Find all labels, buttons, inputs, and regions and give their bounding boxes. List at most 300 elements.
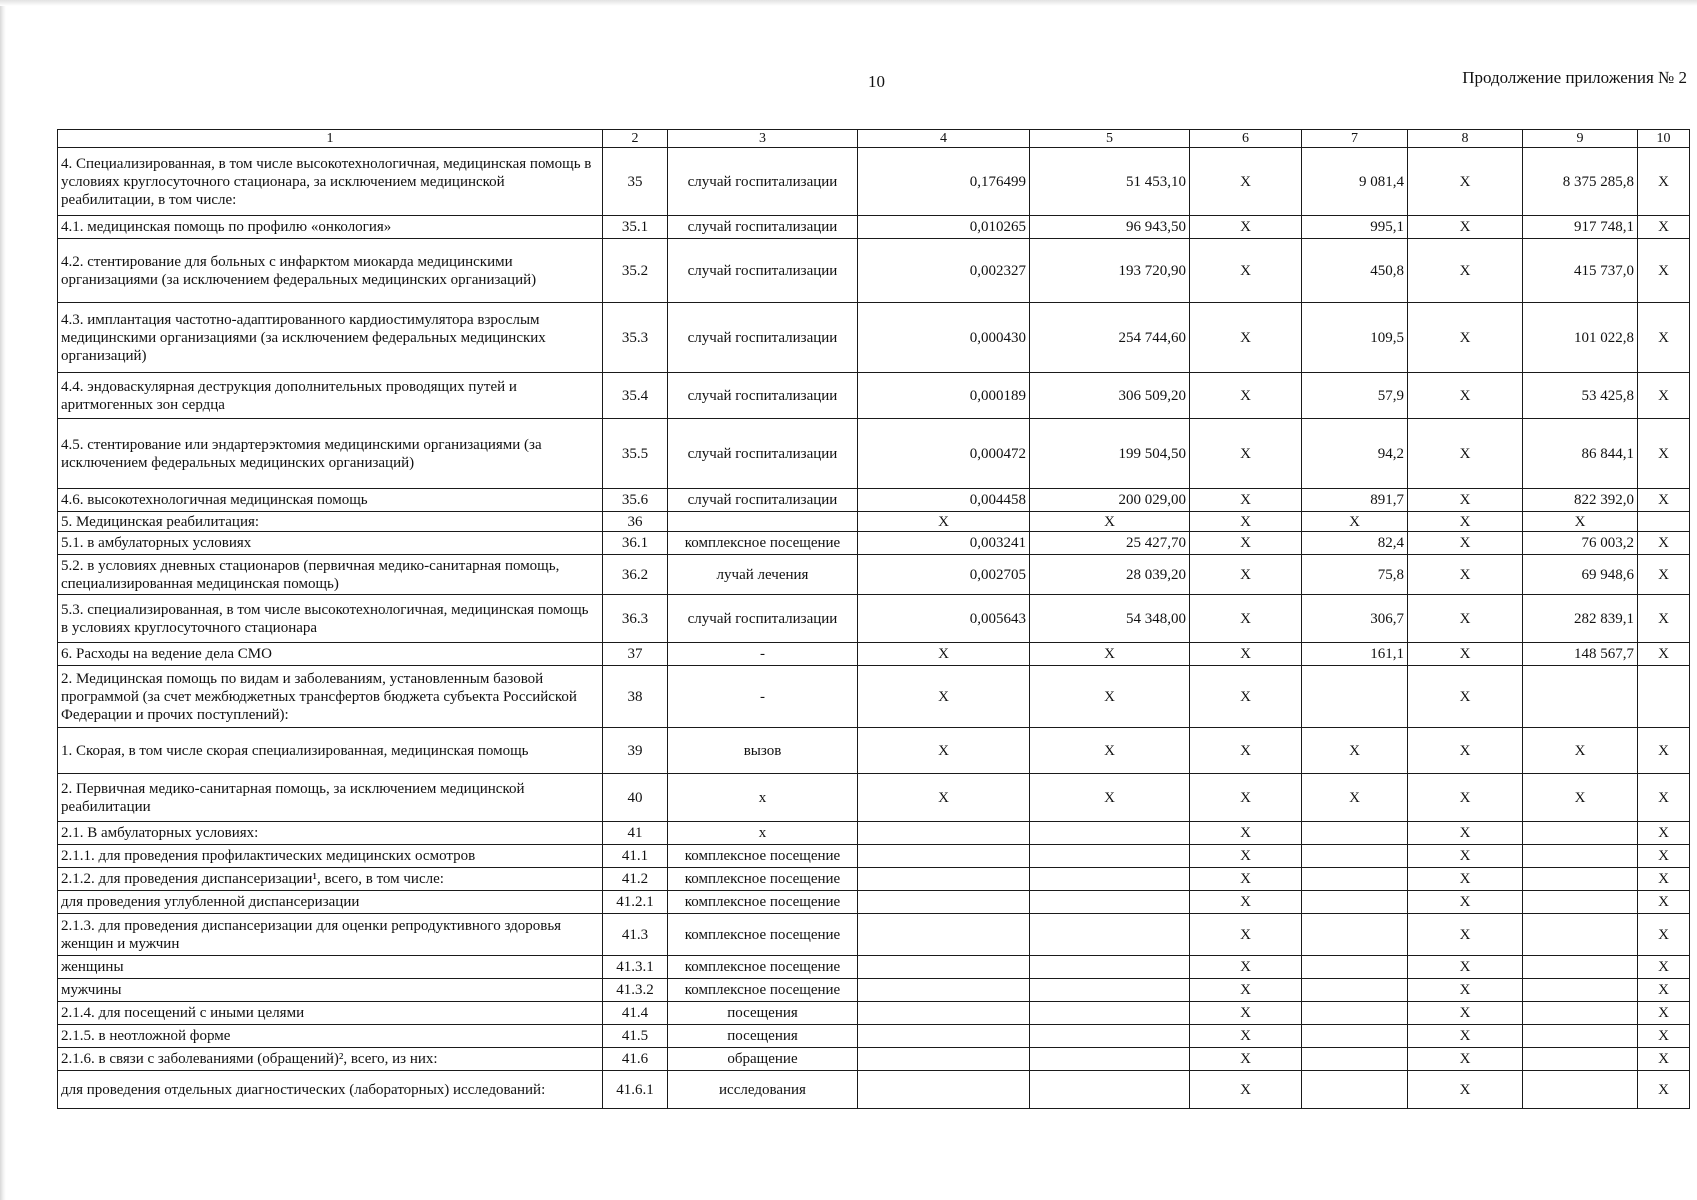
col7-cell: 94,2 (1302, 419, 1408, 489)
row-label-cell: 2.1. В амбулаторных условиях: (58, 822, 603, 845)
table-row (58, 555, 1690, 595)
table-row (58, 532, 1690, 555)
cost-cell (1030, 979, 1190, 1002)
col8-cell: X (1408, 216, 1523, 239)
col10-cell: X (1638, 595, 1690, 643)
col6-cell: X (1190, 728, 1302, 774)
col10-cell (1638, 666, 1690, 728)
table-row (58, 822, 1690, 845)
col6-cell: X (1190, 891, 1302, 914)
col6-cell: X (1190, 1002, 1302, 1025)
col10-cell: X (1638, 419, 1690, 489)
cost-cell: 306 509,20 (1030, 373, 1190, 419)
row-label-cell: 1. Скорая, в том числе скорая специализированная, медицинская помощь (58, 728, 603, 774)
row-code-cell: 36.3 (603, 595, 668, 643)
cost-cell: 200 029,00 (1030, 489, 1190, 512)
cost-cell: 25 427,70 (1030, 532, 1190, 555)
row-label-cell: 4.5. стентирование или эндартерэктомия медицинскими организациями (за исключением федеральных медицинских организаций) (58, 419, 603, 489)
col8-cell: X (1408, 822, 1523, 845)
cost-cell (1030, 868, 1190, 891)
cost-cell: X (1030, 643, 1190, 666)
column-number-cell: 4 (858, 130, 1030, 148)
unit-cell: исследования (668, 1071, 858, 1109)
row-code-cell: 41.5 (603, 1025, 668, 1048)
row-code-cell: 35.3 (603, 303, 668, 373)
row-code-cell: 40 (603, 774, 668, 822)
col7-cell: X (1302, 774, 1408, 822)
table-row (58, 419, 1690, 489)
norm-cell (858, 822, 1030, 845)
col7-cell: 891,7 (1302, 489, 1408, 512)
col9-cell (1523, 822, 1638, 845)
col10-cell: X (1638, 845, 1690, 868)
norm-cell (858, 956, 1030, 979)
row-label-cell: 2. Медицинская помощь по видам и заболеваниям, установленным базовой программой (за счет межбюджетных трансфертов бюджета субъекта Российской Федерации и прочих поступлений): (58, 666, 603, 728)
row-code-cell: 35.2 (603, 239, 668, 303)
row-code-cell: 41.4 (603, 1002, 668, 1025)
col10-cell: X (1638, 239, 1690, 303)
row-label-cell: 4. Специализированная, в том числе высокотехнологичная, медицинская помощь в условиях круглосуточного стационара, за исключением медицинской реабилитации, в том числе: (58, 148, 603, 216)
table-row (58, 216, 1690, 239)
unit-cell: случай госпитализации (668, 239, 858, 303)
table-row (58, 373, 1690, 419)
unit-cell: комплексное посещение (668, 891, 858, 914)
col9-cell: 822 392,0 (1523, 489, 1638, 512)
col9-cell (1523, 1002, 1638, 1025)
table-row (58, 845, 1690, 868)
col7-cell: X (1302, 728, 1408, 774)
unit-cell: комплексное посещение (668, 868, 858, 891)
cost-cell: 96 943,50 (1030, 216, 1190, 239)
unit-cell: комплексное посещение (668, 914, 858, 956)
col8-cell: X (1408, 1048, 1523, 1071)
unit-cell: случай госпитализации (668, 489, 858, 512)
row-label-cell: женщины (58, 956, 603, 979)
row-code-cell: 41.3 (603, 914, 668, 956)
col6-cell: X (1190, 532, 1302, 555)
table-row (58, 303, 1690, 373)
norm-cell (858, 1071, 1030, 1109)
scan-border-top (0, 0, 1697, 6)
cost-cell: X (1030, 728, 1190, 774)
col7-cell (1302, 891, 1408, 914)
col8-cell: X (1408, 555, 1523, 595)
col6-cell: X (1190, 822, 1302, 845)
col6-cell: X (1190, 914, 1302, 956)
row-label-cell: 5.3. специализированная, в том числе высокотехнологичная, медицинская помощь в условиях круглосуточного стационара (58, 595, 603, 643)
cost-cell (1030, 1071, 1190, 1109)
cost-cell: X (1030, 666, 1190, 728)
cost-cell (1030, 891, 1190, 914)
norm-cell: 0,176499 (858, 148, 1030, 216)
col7-cell: 75,8 (1302, 555, 1408, 595)
data-table (57, 129, 1690, 1109)
col9-cell (1523, 914, 1638, 956)
appendix-continuation-label: Продолжение приложения № 2 (1462, 68, 1687, 87)
unit-cell: случай госпитализации (668, 303, 858, 373)
col6-cell: X (1190, 148, 1302, 216)
unit-cell: комплексное посещение (668, 956, 858, 979)
col9-cell: 917 748,1 (1523, 216, 1638, 239)
cost-cell (1030, 1048, 1190, 1071)
unit-cell: x (668, 822, 858, 845)
column-number-row (58, 130, 1690, 148)
col9-cell: 415 737,0 (1523, 239, 1638, 303)
cost-cell: X (1030, 512, 1190, 532)
col6-cell: X (1190, 1071, 1302, 1109)
row-code-cell: 36.1 (603, 532, 668, 555)
col10-cell: X (1638, 555, 1690, 595)
col8-cell: X (1408, 914, 1523, 956)
row-label-cell: 5.1. в амбулаторных условиях (58, 532, 603, 555)
table-row (58, 1025, 1690, 1048)
col7-cell: 109,5 (1302, 303, 1408, 373)
col9-cell: 53 425,8 (1523, 373, 1638, 419)
row-label-cell: 2.1.6. в связи с заболеваниями (обращений)², всего, из них: (58, 1048, 603, 1071)
col10-cell: X (1638, 979, 1690, 1002)
col9-cell: 86 844,1 (1523, 419, 1638, 489)
unit-cell: посещения (668, 1025, 858, 1048)
cost-cell: 54 348,00 (1030, 595, 1190, 643)
cost-cell (1030, 845, 1190, 868)
col10-cell: X (1638, 891, 1690, 914)
col9-cell (1523, 1048, 1638, 1071)
norm-cell: 0,000430 (858, 303, 1030, 373)
col9-cell: X (1523, 728, 1638, 774)
row-code-cell: 35 (603, 148, 668, 216)
col9-cell: 148 567,7 (1523, 643, 1638, 666)
table-row (58, 1071, 1690, 1109)
unit-cell: - (668, 643, 858, 666)
row-label-cell: 4.3. имплантация частотно-адаптированного кардиостимулятора взрослым медицинскими организациями (за исключением федеральных медицинских организаций) (58, 303, 603, 373)
col10-cell: X (1638, 303, 1690, 373)
unit-cell: обращение (668, 1048, 858, 1071)
col8-cell: X (1408, 868, 1523, 891)
norm-cell (858, 914, 1030, 956)
row-code-cell: 41 (603, 822, 668, 845)
col6-cell: X (1190, 643, 1302, 666)
column-number-cell: 10 (1638, 130, 1690, 148)
cost-cell: 254 744,60 (1030, 303, 1190, 373)
col7-cell: 306,7 (1302, 595, 1408, 643)
col6-cell: X (1190, 216, 1302, 239)
col10-cell: X (1638, 1071, 1690, 1109)
table-row (58, 914, 1690, 956)
col8-cell: X (1408, 1025, 1523, 1048)
col7-cell (1302, 914, 1408, 956)
norm-cell: X (858, 666, 1030, 728)
row-code-cell: 35.4 (603, 373, 668, 419)
row-code-cell: 35.1 (603, 216, 668, 239)
norm-cell: X (858, 643, 1030, 666)
col6-cell: X (1190, 373, 1302, 419)
cost-cell: 51 453,10 (1030, 148, 1190, 216)
unit-cell: комплексное посещение (668, 845, 858, 868)
col10-cell: X (1638, 1002, 1690, 1025)
norm-cell (858, 891, 1030, 914)
col7-cell (1302, 666, 1408, 728)
cost-cell: 199 504,50 (1030, 419, 1190, 489)
cost-cell: X (1030, 774, 1190, 822)
col9-cell: 69 948,6 (1523, 555, 1638, 595)
norm-cell: 0,003241 (858, 532, 1030, 555)
col10-cell: X (1638, 216, 1690, 239)
row-code-cell: 36 (603, 512, 668, 532)
row-code-cell: 41.3.2 (603, 979, 668, 1002)
column-number-cell: 9 (1523, 130, 1638, 148)
row-label-cell: мужчины (58, 979, 603, 1002)
col6-cell: X (1190, 845, 1302, 868)
col8-cell: X (1408, 239, 1523, 303)
cost-cell (1030, 956, 1190, 979)
row-label-cell: 2.1.2. для проведения диспансеризации¹, всего, в том числе: (58, 868, 603, 891)
table-row (58, 868, 1690, 891)
cost-cell (1030, 822, 1190, 845)
col10-cell: X (1638, 914, 1690, 956)
col10-cell: X (1638, 728, 1690, 774)
col8-cell: X (1408, 1071, 1523, 1109)
table-row (58, 1002, 1690, 1025)
col6-cell: X (1190, 1025, 1302, 1048)
unit-cell: случай госпитализации (668, 419, 858, 489)
norm-cell: 0,002327 (858, 239, 1030, 303)
scan-border-left (0, 0, 6, 1200)
col9-cell: X (1523, 512, 1638, 532)
col9-cell (1523, 845, 1638, 868)
col7-cell (1302, 868, 1408, 891)
unit-cell (668, 512, 858, 532)
col7-cell: 9 081,4 (1302, 148, 1408, 216)
col9-cell: 76 003,2 (1523, 532, 1638, 555)
row-code-cell: 38 (603, 666, 668, 728)
column-number-cell: 5 (1030, 130, 1190, 148)
row-code-cell: 41.6 (603, 1048, 668, 1071)
norm-cell (858, 1025, 1030, 1048)
col8-cell: X (1408, 643, 1523, 666)
unit-cell: - (668, 666, 858, 728)
unit-cell: случай госпитализации (668, 373, 858, 419)
row-code-cell: 41.3.1 (603, 956, 668, 979)
row-code-cell: 37 (603, 643, 668, 666)
table-row (58, 1048, 1690, 1071)
norm-cell: 0,002705 (858, 555, 1030, 595)
col6-cell: X (1190, 979, 1302, 1002)
row-code-cell: 41.6.1 (603, 1071, 668, 1109)
col8-cell: X (1408, 1002, 1523, 1025)
col10-cell (1638, 512, 1690, 532)
norm-cell: X (858, 512, 1030, 532)
column-number-cell: 8 (1408, 130, 1523, 148)
norm-cell: 0,005643 (858, 595, 1030, 643)
col8-cell: X (1408, 303, 1523, 373)
unit-cell: посещения (668, 1002, 858, 1025)
col8-cell: X (1408, 595, 1523, 643)
col9-cell (1523, 956, 1638, 979)
unit-cell: вызов (668, 728, 858, 774)
col10-cell: X (1638, 643, 1690, 666)
col10-cell: X (1638, 822, 1690, 845)
row-code-cell: 41.2.1 (603, 891, 668, 914)
col8-cell: X (1408, 956, 1523, 979)
col7-cell: 161,1 (1302, 643, 1408, 666)
row-label-cell: 5.2. в условиях дневных стационаров (первичная медико-санитарная помощь, специализированная медицинская помощь) (58, 555, 603, 595)
col6-cell: X (1190, 1048, 1302, 1071)
norm-cell: 0,000472 (858, 419, 1030, 489)
column-number-cell: 1 (58, 130, 603, 148)
table-row (58, 666, 1690, 728)
row-label-cell: 2.1.1. для проведения профилактических медицинских осмотров (58, 845, 603, 868)
col7-cell: 57,9 (1302, 373, 1408, 419)
table-row (58, 148, 1690, 216)
norm-cell (858, 1048, 1030, 1071)
col7-cell (1302, 1071, 1408, 1109)
table-row (58, 643, 1690, 666)
norm-cell (858, 868, 1030, 891)
norm-cell: X (858, 728, 1030, 774)
col8-cell: X (1408, 148, 1523, 216)
row-label-cell: 4.4. эндоваскулярная деструкция дополнительных проводящих путей и аритмогенных зон сердца (58, 373, 603, 419)
row-label-cell: 4.1. медицинская помощь по профилю «онкология» (58, 216, 603, 239)
col7-cell (1302, 822, 1408, 845)
col9-cell (1523, 666, 1638, 728)
col7-cell: X (1302, 512, 1408, 532)
cost-cell: 28 039,20 (1030, 555, 1190, 595)
cost-cell: 193 720,90 (1030, 239, 1190, 303)
col6-cell: X (1190, 956, 1302, 979)
norm-cell (858, 979, 1030, 1002)
col10-cell: X (1638, 774, 1690, 822)
col10-cell: X (1638, 956, 1690, 979)
column-number-cell: 6 (1190, 130, 1302, 148)
col6-cell: X (1190, 774, 1302, 822)
norm-cell (858, 845, 1030, 868)
col10-cell: X (1638, 532, 1690, 555)
col7-cell: 82,4 (1302, 532, 1408, 555)
col8-cell: X (1408, 774, 1523, 822)
column-number-cell: 2 (603, 130, 668, 148)
cost-cell (1030, 1025, 1190, 1048)
unit-cell: x (668, 774, 858, 822)
col9-cell: 282 839,1 (1523, 595, 1638, 643)
col7-cell (1302, 845, 1408, 868)
col10-cell: X (1638, 373, 1690, 419)
row-label-cell: 2.1.5. в неотложной форме (58, 1025, 603, 1048)
col6-cell: X (1190, 595, 1302, 643)
row-label-cell: 6. Расходы на ведение дела СМО (58, 643, 603, 666)
norm-cell: X (858, 774, 1030, 822)
col7-cell (1302, 1048, 1408, 1071)
col9-cell (1523, 868, 1638, 891)
col6-cell: X (1190, 512, 1302, 532)
col9-cell: 101 022,8 (1523, 303, 1638, 373)
col6-cell: X (1190, 303, 1302, 373)
col8-cell: X (1408, 728, 1523, 774)
col10-cell: X (1638, 1048, 1690, 1071)
unit-cell: комплексное посещение (668, 532, 858, 555)
table-row (58, 979, 1690, 1002)
col8-cell: X (1408, 532, 1523, 555)
col7-cell (1302, 979, 1408, 1002)
col7-cell (1302, 1025, 1408, 1048)
col8-cell: X (1408, 845, 1523, 868)
col9-cell (1523, 891, 1638, 914)
row-label-cell: для проведения отдельных диагностических (лабораторных) исследований: (58, 1071, 603, 1109)
col9-cell (1523, 1025, 1638, 1048)
row-code-cell: 36.2 (603, 555, 668, 595)
page-number: 10 (868, 72, 885, 91)
col6-cell: X (1190, 419, 1302, 489)
cost-cell (1030, 914, 1190, 956)
row-label-cell: 5. Медицинская реабилитация: (58, 512, 603, 532)
col6-cell: X (1190, 239, 1302, 303)
col8-cell: X (1408, 512, 1523, 532)
table-row (58, 891, 1690, 914)
table-row (58, 774, 1690, 822)
col6-cell: X (1190, 868, 1302, 891)
table-row (58, 728, 1690, 774)
col10-cell: X (1638, 1025, 1690, 1048)
norm-cell: 0,010265 (858, 216, 1030, 239)
row-code-cell: 41.2 (603, 868, 668, 891)
col6-cell: X (1190, 489, 1302, 512)
unit-cell: случай госпитализации (668, 148, 858, 216)
col7-cell: 450,8 (1302, 239, 1408, 303)
column-number-cell: 7 (1302, 130, 1408, 148)
table-row (58, 595, 1690, 643)
row-label-cell: 2.1.3. для проведения диспансеризации для оценки репродуктивного здоровья женщин и мужчин (58, 914, 603, 956)
column-number-cell: 3 (668, 130, 858, 148)
col9-cell: X (1523, 774, 1638, 822)
norm-cell (858, 1002, 1030, 1025)
col10-cell: X (1638, 868, 1690, 891)
row-label-cell: 2. Первичная медико-санитарная помощь, за исключением медицинской реабилитации (58, 774, 603, 822)
table-row (58, 956, 1690, 979)
row-label-cell: 4.2. стентирование для больных с инфарктом миокарда медицинскими организациями (за исключением федеральных медицинских организаций) (58, 239, 603, 303)
col9-cell: 8 375 285,8 (1523, 148, 1638, 216)
col9-cell (1523, 1071, 1638, 1109)
cost-cell (1030, 1002, 1190, 1025)
unit-cell: случай госпитализации (668, 216, 858, 239)
row-label-cell: для проведения углубленной диспансеризации (58, 891, 603, 914)
row-code-cell: 39 (603, 728, 668, 774)
col10-cell: X (1638, 489, 1690, 512)
unit-cell: случай госпитализации (668, 595, 858, 643)
col7-cell: 995,1 (1302, 216, 1408, 239)
row-code-cell: 35.5 (603, 419, 668, 489)
col10-cell: X (1638, 148, 1690, 216)
table-row (58, 239, 1690, 303)
table-row (58, 489, 1690, 512)
col6-cell: X (1190, 666, 1302, 728)
table-row (58, 512, 1690, 532)
col6-cell: X (1190, 555, 1302, 595)
norm-cell: 0,004458 (858, 489, 1030, 512)
unit-cell: комплексное посещение (668, 979, 858, 1002)
col8-cell: X (1408, 666, 1523, 728)
col7-cell (1302, 956, 1408, 979)
col7-cell (1302, 1002, 1408, 1025)
row-code-cell: 41.1 (603, 845, 668, 868)
col8-cell: X (1408, 891, 1523, 914)
norm-cell: 0,000189 (858, 373, 1030, 419)
row-label-cell: 4.6. высокотехнологичная медицинская помощь (58, 489, 603, 512)
row-code-cell: 35.6 (603, 489, 668, 512)
col8-cell: X (1408, 419, 1523, 489)
row-label-cell: 2.1.4. для посещений с иными целями (58, 1002, 603, 1025)
col8-cell: X (1408, 489, 1523, 512)
col8-cell: X (1408, 373, 1523, 419)
col9-cell (1523, 979, 1638, 1002)
